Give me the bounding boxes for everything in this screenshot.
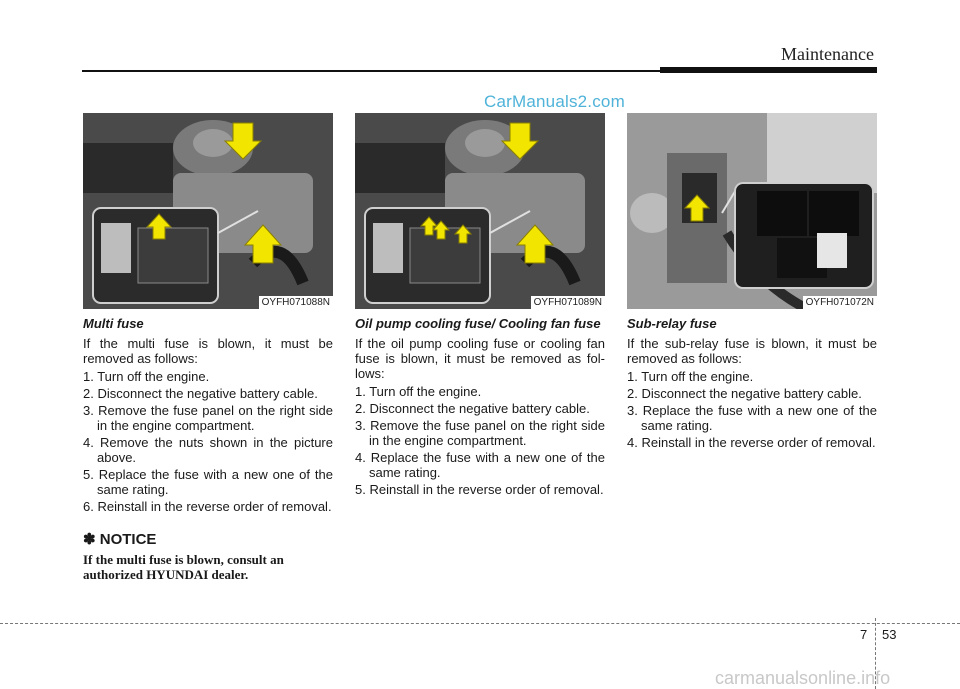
list-item: 4. Reinstall in the reverse order of removal.	[627, 435, 876, 450]
list-item: 1. Turn off the engine.	[83, 369, 210, 384]
list-item: 4. Remove the nuts shown in the picture above.	[83, 435, 333, 465]
list-item: 1. Turn off the engine.	[627, 369, 754, 384]
section-heading: Multi fuse	[83, 316, 144, 331]
list-item: 2. Disconnect the negative battery cable.	[83, 386, 318, 401]
list-item: 3. Remove the fuse panel on the right side in the engine compartment.	[355, 418, 605, 448]
section-heading: Oil pump cooling fuse/ Cooling fan fuse	[355, 316, 601, 331]
list-item: 3. Remove the fuse panel on the right side in the engine compartment.	[83, 403, 333, 433]
footer-rule	[0, 623, 960, 624]
steps-list	[83, 369, 333, 514]
notice-text: If the multi fuse is blown, consult an authorized HYUNDAI dealer.	[83, 552, 284, 582]
notice-heading: ✽ NOTICE	[83, 531, 157, 548]
engine-illustration	[83, 113, 333, 309]
intro-paragraph: If the oil pump cooling fuse or cooling fan fuse is blown, it must be removed as fol-lows:	[355, 336, 605, 381]
column-oil-pump-fuse	[355, 113, 605, 499]
figure-code: OYFH071072N	[803, 296, 877, 309]
intro-paragraph: If the multi fuse is blown, it must be removed as follows:	[83, 336, 333, 366]
engine-illustration	[355, 113, 605, 309]
section-heading: Sub-relay fuse	[627, 316, 717, 331]
list-item: 2. Disconnect the negative battery cable.	[627, 386, 862, 401]
column-multi-fuse	[83, 113, 333, 582]
column-sub-relay-fuse	[627, 113, 877, 452]
steps-list	[355, 384, 605, 497]
list-item: 2. Disconnect the negative battery cable.	[355, 401, 590, 416]
steps-list	[627, 369, 877, 450]
intro-paragraph: If the sub-relay fuse is blown, it must be removed as follows:	[627, 336, 877, 366]
list-item: 1. Turn off the engine.	[355, 384, 482, 399]
list-item: 5. Replace the fuse with a new one of the same rating.	[83, 467, 333, 497]
list-item: 6. Reinstall in the reverse order of removal.	[83, 499, 332, 514]
list-item: 3. Replace the fuse with a new one of the same rating.	[627, 403, 877, 433]
engine-figure	[627, 113, 877, 309]
engine-illustration	[627, 113, 877, 309]
page-number: 53	[882, 627, 897, 642]
engine-figure	[83, 113, 333, 309]
figure-code: OYFH071089N	[531, 296, 605, 309]
watermark-text: CarManuals2.com	[484, 92, 625, 111]
header-rule-accent	[660, 67, 877, 73]
list-item: 5. Reinstall in the reverse order of removal.	[355, 482, 604, 497]
chapter-number: 7	[860, 627, 868, 642]
footer-watermark: carmanualsonline.info	[715, 668, 891, 688]
engine-figure	[355, 113, 605, 309]
header-rule	[82, 70, 662, 72]
figure-code: OYFH071088N	[259, 296, 333, 309]
page-header-title: Maintenance	[781, 44, 874, 64]
list-item: 4. Replace the fuse with a new one of the same rating.	[355, 450, 605, 480]
